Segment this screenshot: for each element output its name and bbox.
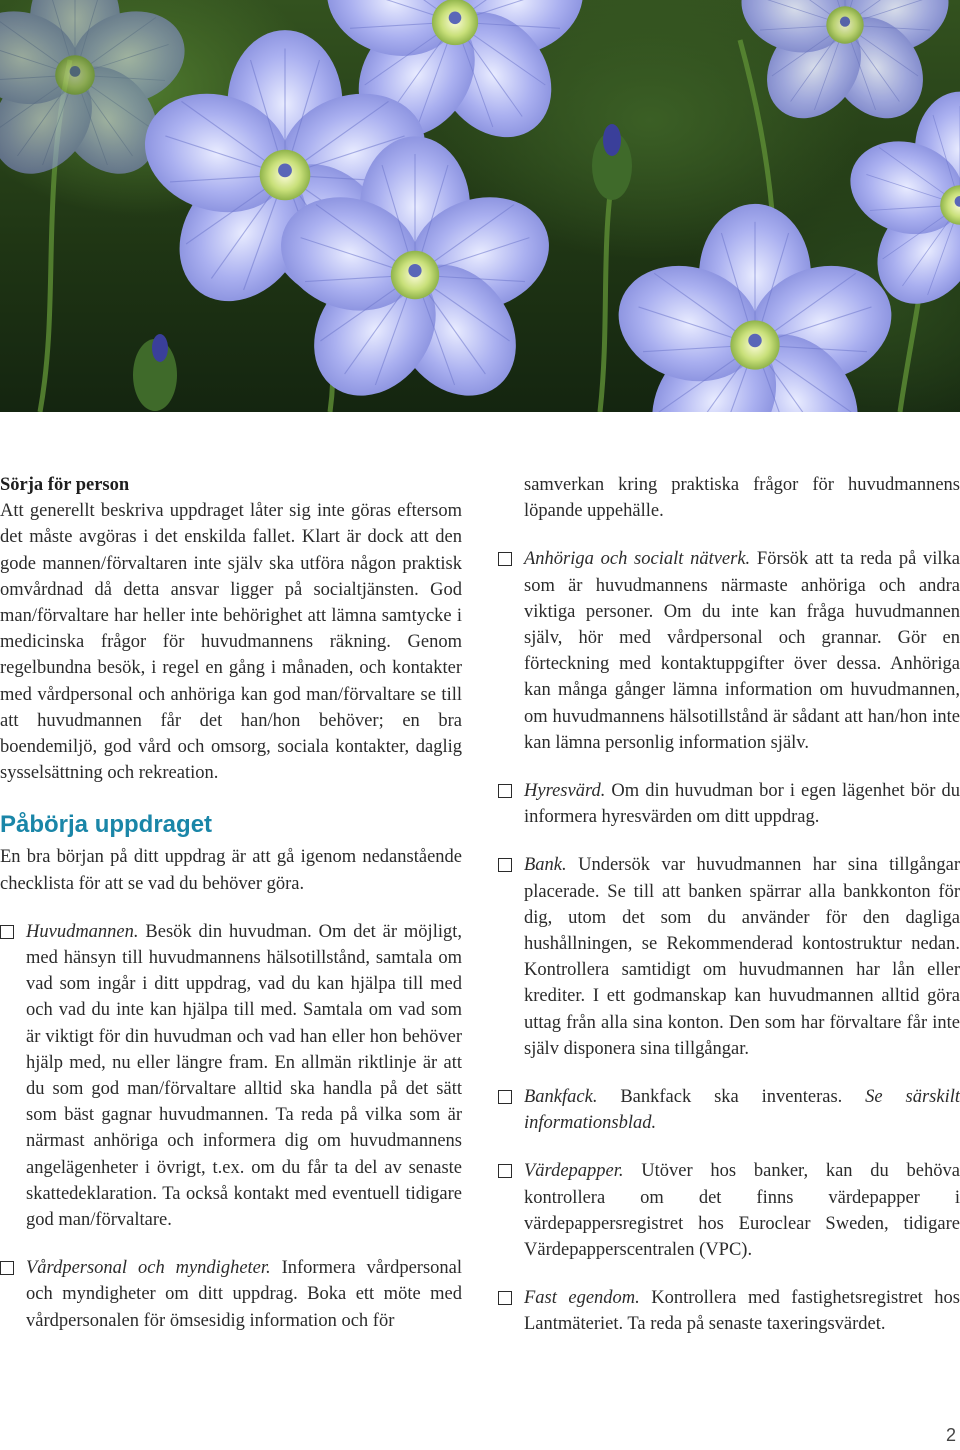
continued-text: [498, 472, 960, 524]
flax-flowers-illustration: [0, 0, 960, 412]
item-text: Om din huvudman bor i egen lägenhet bör du informera hyresvärden om ditt uppdrag.: [524, 781, 960, 828]
checklist-item-vardpersonal: [0, 1255, 462, 1334]
item-title: Huvudmannen.: [26, 921, 139, 942]
item-text: Utöver hos banker, kan du behöva kontrollera om det finns värdepapper i värdepappersregistret hos Euroclear Sweden, tidigare Värdepapperscentralen (VPC).: [524, 1161, 960, 1261]
checklist-item-fast-egendom: [498, 1285, 960, 1337]
subheading-sorja-for-person: Sörja för person: [0, 475, 130, 495]
item-text: Informera vårdpersonal och myndigheter om ditt uppdrag. Boka ett möte med vårdpersonalen för ömsesidig information och för: [26, 1258, 463, 1331]
checkbox-icon[interactable]: [498, 784, 512, 798]
checklist-item-huvudmannen: [0, 919, 462, 1233]
checkbox-icon[interactable]: [498, 1164, 512, 1178]
item-text: Besök din huvudman. Om det är möjligt, med hänsyn till huvudmannens hälsotillstånd, samtala om vad som ingår i ditt uppdrag, vad du kan hjälpa till med och vad du inte kan hjälpa till med. Samtala om vad som är viktigt för din huvudman och vad han eller hon behöver hjälp med, nu eller längre fram. En allmän riktlinje är att du som god man/förvaltare alltid ska handla på det sätt som bäst gagnar huvudmannen. Ta reda på vilka som är närmast anhöriga och informera dig om huvudmannens angelägenheter i övrigt, t.ex. om du får ta del av senaste skattedeklaration. Ta också kontakt med eventuell tidigare god man/förvaltare.: [26, 921, 462, 1231]
item-text: Försök att ta reda på vilka som är huvudmannens närmaste anhöriga och andra viktiga personer. Om du inte kan fråga huvudmannen själv, hör med vårdpersonal och grannar. Gör en förteckning med kontaktuppgifter över dessa. Anhöriga kan många gånger lämna information om huvudmannen, om huvudmannens hälsotillstånd är sådant att han/hon inte kan lämna personlig information själv.: [524, 549, 960, 753]
section-title: Påbörja uppdraget: [0, 811, 213, 839]
checklist-item-bank: [498, 852, 960, 1062]
item-title: Värdepapper.: [524, 1161, 624, 1182]
item-note: Se särskilt informationsblad.: [524, 1087, 960, 1134]
checkbox-icon[interactable]: [0, 1261, 14, 1275]
item-title: Bankfack.: [524, 1087, 598, 1108]
item-title: Bank.: [524, 855, 567, 876]
item-title: Hyresvärd.: [524, 781, 606, 802]
item-text: Bankfack ska inventeras.: [597, 1087, 866, 1108]
item-title: Anhöriga och socialt nätverk.: [524, 549, 751, 570]
intro-text: Att generellt beskriva uppdraget låter sig inte göras eftersom det måste avgöras i det enskilda fallet. Klart är dock att den gode mannen/förvaltaren inte själv ska utföra någon praktisk omvårdnad då detta ansvar ligger på socialtjänsten. God man/förvaltare har heller inte behörighet att lämna samtycke i medicinska frågor för huvudmannens räkning. Genom regelbundna besök, i regel en gång i månaden, och kontakter med vårdpersonal och anhöriga kan god man/förvaltare se till att huvudmannen får det han/hon behöver; en bra boendemiljö, god vård och omsorg, sociala kontakter, daglig sysselsättning och rekreation.: [0, 501, 462, 784]
checklist-item-bankfack: [498, 1084, 960, 1136]
item-text: Undersök var huvudmannen har sina tillgångar placerade. Se till att banken spärrar alla bankkonton för dig, utom det som du använder för den dagliga hushållningen, se Rekommenderad kontostruktur nedan. Kontrollera samtidigt om huvudmannen har lån eller krediter. I ett godmanskap kan huvudmannen alltid göra uttag från alla sina konton. Den som har förvaltare får inte själv disponera sina tillgångar.: [524, 855, 960, 1059]
section-intro: En bra början på ditt uppdrag är att gå igenom nedanstående checklista för att se vad du behöver göra.: [0, 847, 462, 894]
item-title: Fast egendom.: [524, 1288, 640, 1309]
checkbox-icon[interactable]: [0, 925, 14, 939]
item-title: Vårdpersonal och myndigheter.: [26, 1258, 271, 1279]
item-text: Kontrollera med fastighetsregistret hos Lantmäteriet. Ta reda på senaste taxeringsvärdet.: [524, 1288, 960, 1335]
right-column: [498, 472, 960, 1338]
left-column: [0, 472, 462, 1334]
checklist-item-hyresvard: [498, 778, 960, 830]
continuation-text: samverkan kring praktiska frågor för huvudmannens löpande uppehälle.: [524, 475, 960, 522]
checklist-item-vardepapper: [498, 1158, 960, 1263]
hero-photo: [0, 0, 960, 412]
checkbox-icon[interactable]: [498, 552, 512, 566]
page-number: 2: [945, 1425, 956, 1445]
checkbox-icon[interactable]: [498, 1090, 512, 1104]
checklist-item-anhoriga: [498, 546, 960, 756]
checkbox-icon[interactable]: [498, 858, 512, 872]
checkbox-icon[interactable]: [498, 1291, 512, 1305]
intro-paragraph: [0, 472, 462, 786]
